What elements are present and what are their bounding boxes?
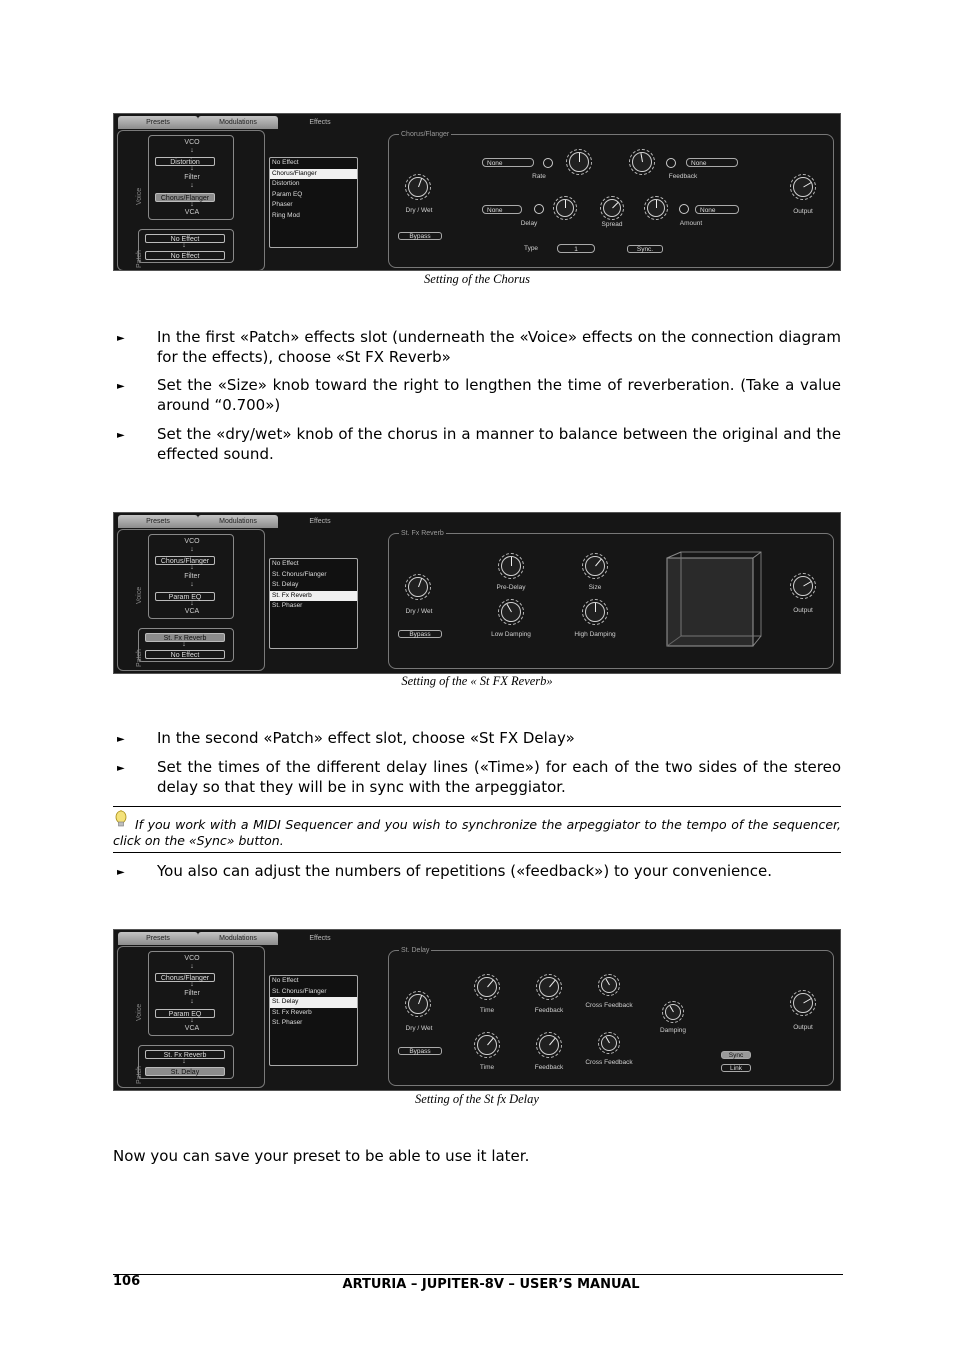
bullet-item xyxy=(113,376,841,416)
tab-modulations[interactable]: Modulations xyxy=(198,932,278,945)
tab-presets[interactable]: Presets xyxy=(118,515,198,528)
closing-paragraph: Now you can save your preset to be able to use it later. xyxy=(113,1147,530,1165)
bypass-button[interactable]: Bypass xyxy=(398,1047,442,1055)
figure-caption-1: Setting of the Chorus xyxy=(424,272,530,286)
arrow-icon: ↓ xyxy=(190,1017,194,1024)
list-item-selected[interactable]: St. Fx Reverb xyxy=(270,591,357,602)
voice-label: Voice xyxy=(136,1003,143,1021)
arrow-icon: ↓ xyxy=(182,641,186,648)
effect-parameters xyxy=(388,947,834,1086)
bullet-text: Set the «Size» knob toward the right to lengthen the time of reverberation. (Take a value around “0.700») xyxy=(157,376,841,414)
vco-node: VCO xyxy=(184,955,200,962)
rate-mod-field[interactable]: None xyxy=(482,158,534,167)
arrow-icon: ↓ xyxy=(190,147,194,154)
output-knob[interactable] xyxy=(793,177,813,197)
damping-label: Damping xyxy=(659,1027,686,1034)
bullet-text: In the first «Patch» effects slot (underneath the «Voice» effects on the connection diagram for the effects), choose «St FX Reverb» xyxy=(157,328,841,366)
feedback-right-label: Feedback xyxy=(534,1064,564,1071)
tab-bar xyxy=(114,114,840,130)
output-knob[interactable] xyxy=(793,576,813,596)
patch-slot-2[interactable]: No Effect xyxy=(145,650,225,659)
bullet-arrow-icon: ► xyxy=(117,734,125,745)
arrow-icon: ↓ xyxy=(190,165,194,172)
spread-knob[interactable] xyxy=(603,199,621,217)
feedback-left-knob[interactable] xyxy=(539,977,559,997)
cross-feedback-right-knob[interactable] xyxy=(601,1035,617,1051)
type-field[interactable]: 1 xyxy=(557,244,595,253)
voice-slot-1[interactable]: Chorus/Flanger xyxy=(155,973,215,982)
patch-chain xyxy=(138,1045,234,1079)
patch-slot-2[interactable]: No Effect xyxy=(145,251,225,260)
effect-list[interactable] xyxy=(269,157,358,248)
amount-mod-field[interactable]: None xyxy=(695,205,739,214)
output-label: Output xyxy=(793,208,813,215)
low-damping-label: Low Damping xyxy=(491,631,531,638)
arrow-icon: ↓ xyxy=(190,981,194,988)
rate-mod-knob[interactable] xyxy=(543,158,553,168)
damping-knob[interactable] xyxy=(665,1004,681,1020)
patch-slot-2[interactable]: St. Delay xyxy=(145,1067,225,1076)
patch-label: Patch xyxy=(136,250,143,268)
type-label: Type xyxy=(523,245,539,252)
amount-knob[interactable] xyxy=(647,199,665,217)
vca-node: VCA xyxy=(184,1025,200,1032)
effects-routing xyxy=(117,946,265,1088)
room-size-cube xyxy=(665,548,765,648)
effect-title: St. Fx Reverb xyxy=(401,530,444,537)
tab-bar xyxy=(114,513,840,529)
output-label: Output xyxy=(793,1024,813,1031)
list-item[interactable]: St. Phaser xyxy=(272,1019,303,1026)
arrow-icon: ↓ xyxy=(190,600,194,607)
feedback-mod-knob[interactable] xyxy=(666,158,676,168)
list-item[interactable]: St. Chorus/Flanger xyxy=(272,987,327,995)
delay-mod-knob[interactable] xyxy=(534,204,544,214)
filter-node: Filter xyxy=(184,990,200,997)
predelay-knob[interactable] xyxy=(501,556,521,576)
patch-label: Patch xyxy=(136,649,143,667)
drywet-label: Dry / Wet xyxy=(405,1025,433,1032)
high-damping-knob[interactable] xyxy=(585,602,605,622)
high-damping-label: High Damping xyxy=(574,631,616,638)
arrow-icon: ↓ xyxy=(182,1058,186,1065)
footer-title: ARTURIA – JUPITER-8V – USER’S MANUAL xyxy=(342,1277,640,1292)
bullet-text: You also can adjust the numbers of repetitions («feedback») to your convenience. xyxy=(157,862,772,880)
voice-chain xyxy=(148,534,234,619)
figure-reverb-screenshot xyxy=(113,512,841,674)
footer-rule xyxy=(113,1274,843,1275)
voice-chain xyxy=(148,135,234,220)
bullet-text: Set the «dry/wet» knob of the chorus in a manner to balance between the original and the effected sound. xyxy=(157,425,841,463)
vca-node: VCA xyxy=(184,209,200,216)
list-item[interactable]: Ring Mod xyxy=(272,211,300,219)
effects-routing xyxy=(117,529,265,671)
feedback-left-label: Feedback xyxy=(534,1007,564,1014)
patch-label: Patch xyxy=(136,1066,143,1084)
sync-button[interactable]: Sync. xyxy=(627,245,663,253)
arrow-icon: ↓ xyxy=(190,581,194,588)
list-item-selected[interactable]: Chorus/Flanger xyxy=(270,169,357,180)
drywet-knob[interactable] xyxy=(408,577,428,597)
bullet-arrow-icon: ► xyxy=(117,763,125,774)
list-item[interactable]: Param EQ xyxy=(272,190,303,198)
voice-slot-2[interactable]: Chorus/Flanger xyxy=(155,193,215,202)
drywet-knob[interactable] xyxy=(408,994,428,1014)
arrow-icon: ↓ xyxy=(190,201,194,208)
drywet-knob[interactable] xyxy=(408,177,428,197)
voice-slot-2[interactable]: Param EQ xyxy=(155,592,215,601)
tab-effects[interactable]: Effects xyxy=(309,518,331,525)
amount-label: Amount xyxy=(679,220,703,227)
bullet-item xyxy=(113,862,841,884)
vca-node: VCA xyxy=(184,608,200,615)
drywet-label: Dry / Wet xyxy=(405,207,433,214)
time-right-knob[interactable] xyxy=(477,1035,497,1055)
output-knob[interactable] xyxy=(793,993,813,1013)
tab-bar xyxy=(114,930,840,946)
page-number: 106 xyxy=(113,1274,141,1289)
patch-chain xyxy=(138,628,234,662)
list-item[interactable]: No Effect xyxy=(272,159,299,166)
arrow-icon: ↓ xyxy=(190,182,194,189)
rate-label: Rate xyxy=(532,173,546,180)
bypass-button[interactable]: Bypass xyxy=(398,630,442,638)
low-damping-knob[interactable] xyxy=(501,602,521,622)
rate-knob[interactable] xyxy=(569,152,589,172)
voice-slot-2[interactable]: Param EQ xyxy=(155,1009,215,1018)
cross-feedback-left-knob[interactable] xyxy=(601,977,617,993)
list-item[interactable]: St. Chorus/Flanger xyxy=(272,570,327,578)
figure-delay-screenshot xyxy=(113,929,841,1091)
size-knob[interactable] xyxy=(585,556,605,576)
arrow-icon: ↓ xyxy=(190,546,194,553)
arrow-icon: ↓ xyxy=(190,963,194,970)
delay-label: Delay xyxy=(520,220,538,227)
list-item[interactable]: St. Fx Reverb xyxy=(272,1008,312,1016)
filter-node: Filter xyxy=(184,573,200,580)
bullet-item xyxy=(113,425,841,465)
voice-label: Voice xyxy=(136,187,143,205)
bullet-arrow-icon: ► xyxy=(117,333,125,344)
patch-slot-1[interactable]: St. Fx Reverb xyxy=(145,1050,225,1059)
tab-modulations[interactable]: Modulations xyxy=(198,515,278,528)
figure-caption-2: Setting of the « St FX Reverb» xyxy=(401,674,553,688)
vco-node: VCO xyxy=(184,139,200,146)
list-item[interactable]: No Effect xyxy=(272,560,299,567)
bullet-arrow-icon: ► xyxy=(117,381,125,392)
effect-list[interactable] xyxy=(269,975,358,1066)
patch-chain xyxy=(138,229,234,263)
effect-parameters xyxy=(388,131,834,268)
voice-slot-1[interactable]: Distortion xyxy=(155,157,215,166)
output-label: Output xyxy=(793,607,813,614)
bullet-text: In the second «Patch» effect slot, choose «St FX Delay» xyxy=(157,729,575,747)
amount-mod-knob[interactable] xyxy=(679,204,689,214)
effect-title: Chorus/Flanger xyxy=(401,131,450,138)
sync-button[interactable]: Sync xyxy=(721,1051,751,1059)
feedback-right-knob[interactable] xyxy=(539,1035,559,1055)
tip-note xyxy=(113,806,841,853)
list-item-selected[interactable]: St. Delay xyxy=(270,997,357,1008)
effect-list[interactable] xyxy=(269,558,358,649)
cross-feedback-left-label: Cross Feedback xyxy=(585,1002,633,1009)
list-item[interactable]: St. Phaser xyxy=(272,602,303,609)
tip-text: If you work with a MIDI Sequencer and you wish to synchronize the arpeggiator to the tempo of the sequencer, click on the «Sync» button. xyxy=(113,817,841,848)
tab-modulations[interactable]: Modulations xyxy=(198,116,278,129)
spread-label: Spread xyxy=(601,221,623,228)
link-button[interactable]: Link xyxy=(721,1064,751,1072)
bullet-item xyxy=(113,758,841,798)
bullet-arrow-icon: ► xyxy=(117,430,125,441)
drywet-label: Dry / Wet xyxy=(405,608,433,615)
time-right-label: Time xyxy=(479,1064,495,1071)
patch-slot-1[interactable]: St. Fx Reverb xyxy=(145,633,225,642)
tab-effects[interactable]: Effects xyxy=(309,935,331,942)
delay-knob[interactable] xyxy=(556,199,574,217)
patch-slot-1[interactable]: No Effect xyxy=(145,234,225,243)
list-item[interactable]: St. Delay xyxy=(272,581,299,588)
tab-effects[interactable]: Effects xyxy=(309,119,331,126)
effect-title: St. Delay xyxy=(401,947,430,954)
effect-parameters xyxy=(388,530,834,669)
time-left-label: Time xyxy=(479,1007,495,1014)
arrow-icon: ↓ xyxy=(190,564,194,571)
effects-routing xyxy=(117,130,265,271)
feedback-mod-field[interactable]: None xyxy=(686,158,738,167)
size-label: Size xyxy=(588,584,602,591)
cross-feedback-right-label: Cross Feedback xyxy=(585,1059,633,1066)
tab-presets[interactable]: Presets xyxy=(118,116,198,129)
bullet-arrow-icon: ► xyxy=(117,867,125,878)
bullet-text: Set the times of the different delay lines («Time») for each of the two sides of the stereo delay so that they will be in sync with the arpeggiator. xyxy=(157,758,841,796)
delay-mod-field[interactable]: None xyxy=(482,205,522,214)
predelay-label: Pre-Delay xyxy=(496,584,526,591)
list-item[interactable]: Phaser xyxy=(272,201,293,208)
voice-slot-1[interactable]: Chorus/Flanger xyxy=(155,556,215,565)
feedback-knob[interactable] xyxy=(632,152,652,172)
arrow-icon: ↓ xyxy=(182,242,186,249)
feedback-label: Feedback xyxy=(668,173,698,180)
list-item[interactable]: Distortion xyxy=(272,180,300,187)
time-left-knob[interactable] xyxy=(477,977,497,997)
voice-label: Voice xyxy=(136,586,143,604)
voice-chain xyxy=(148,951,234,1036)
bypass-button[interactable]: Bypass xyxy=(398,232,442,240)
bullet-item xyxy=(113,328,841,368)
vco-node: VCO xyxy=(184,538,200,545)
list-item[interactable]: No Effect xyxy=(272,977,299,984)
bullet-item xyxy=(113,729,841,751)
filter-node: Filter xyxy=(184,174,200,181)
tab-presets[interactable]: Presets xyxy=(118,932,198,945)
figure-chorus-screenshot xyxy=(113,113,841,271)
figure-caption-3: Setting of the St fx Delay xyxy=(415,1092,539,1106)
arrow-icon: ↓ xyxy=(190,998,194,1005)
